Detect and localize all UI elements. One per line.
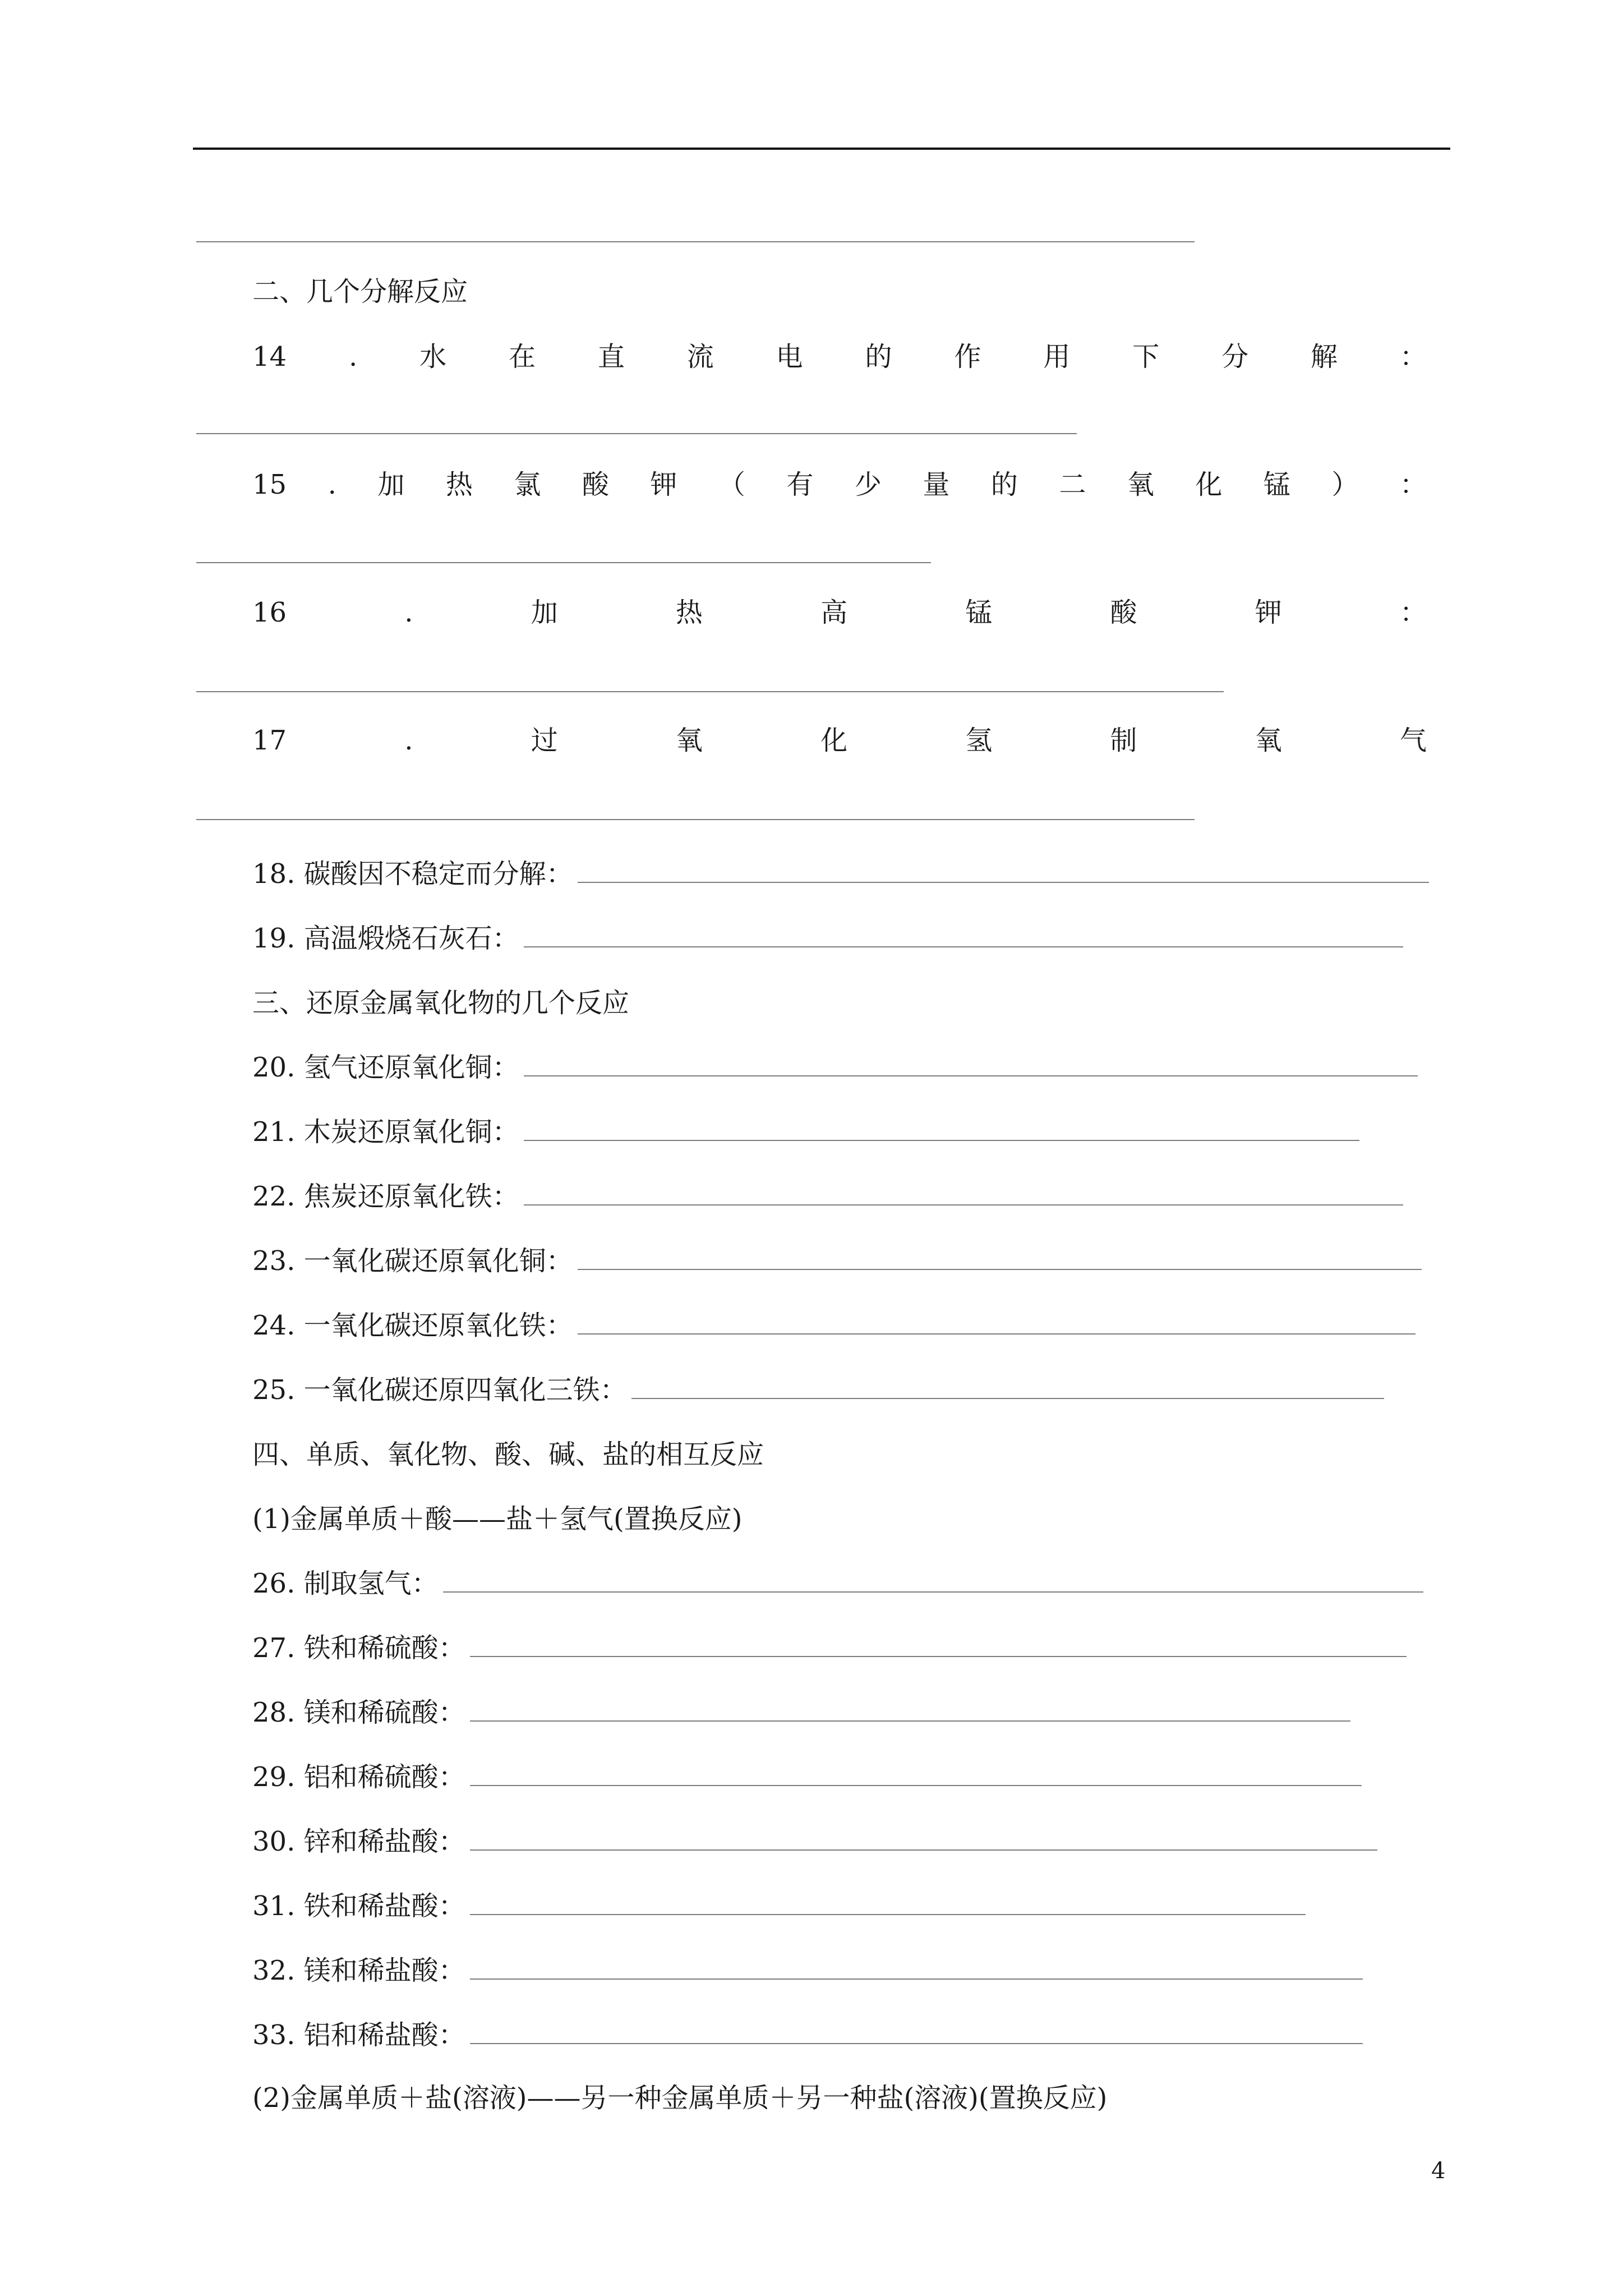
spread-char: 量 <box>923 469 950 500</box>
answer-blank[interactable] <box>524 946 1403 947</box>
answer-blank[interactable] <box>578 1333 1415 1335</box>
spread-char: 钾 <box>650 469 677 500</box>
spread-char: . <box>348 341 358 372</box>
spread-char: （ <box>718 469 745 500</box>
spread-char: 二 <box>1059 469 1086 500</box>
spread-char: . <box>404 597 413 628</box>
spread-char: 少 <box>854 469 882 500</box>
answer-blank[interactable] <box>196 819 1195 820</box>
spread-char: 氢 <box>965 725 993 756</box>
spread-char: 加 <box>531 597 558 628</box>
section-heading: 二、几个分解反应 <box>252 276 468 307</box>
answer-blank[interactable] <box>524 1075 1418 1076</box>
question-26: 26. 制取氢气： <box>252 1568 1423 1599</box>
spread-char: 分 <box>1221 341 1249 372</box>
header-rule <box>193 148 1450 150</box>
question-20: 20. 氢气还原氧化铜： <box>252 1052 1418 1083</box>
question-16 <box>252 597 1427 628</box>
question-14 <box>252 341 1427 372</box>
spread-char: 的 <box>865 341 892 372</box>
spread-char: 化 <box>1195 469 1223 500</box>
answer-blank[interactable] <box>524 1140 1359 1141</box>
answer-blank[interactable] <box>524 1204 1403 1205</box>
spread-char: 氧 <box>1255 725 1282 756</box>
spread-char: ： <box>1399 341 1427 372</box>
spread-char: . <box>404 725 413 756</box>
answer-blank[interactable] <box>470 1785 1362 1786</box>
spread-char: 制 <box>1110 725 1137 756</box>
answer-blank[interactable] <box>578 882 1429 883</box>
answer-blank[interactable] <box>196 691 1224 692</box>
question-31: 31. 铁和稀盐酸： <box>252 1890 1306 1922</box>
spread-char: 用 <box>1043 341 1071 372</box>
spread-char: . <box>328 469 336 500</box>
spread-char: 解 <box>1311 341 1338 372</box>
spread-char: 气 <box>1399 725 1427 756</box>
spread-char: ： <box>1399 597 1427 628</box>
spread-char: 流 <box>686 341 714 372</box>
spread-char: 氯 <box>514 469 541 500</box>
answer-blank[interactable] <box>196 433 1077 434</box>
question-30: 30. 锌和稀盐酸： <box>252 1826 1377 1857</box>
answer-blank[interactable] <box>470 1849 1377 1851</box>
question-27: 27. 铁和稀硫酸： <box>252 1632 1407 1664</box>
question-21: 21. 木炭还原氧化铜： <box>252 1116 1359 1148</box>
spread-char: 的 <box>990 469 1018 500</box>
spread-char: 电 <box>776 341 803 372</box>
spread-char: 16 <box>252 597 287 628</box>
question-18: 18. 碳酸因不稳定而分解： <box>252 858 1429 890</box>
spread-char: 热 <box>445 469 473 500</box>
spread-char: 酸 <box>1110 597 1137 628</box>
spread-char: ： <box>1399 469 1427 500</box>
question-17 <box>252 725 1427 756</box>
section-heading: 三、还原金属氧化物的几个反应 <box>252 987 630 1019</box>
answer-blank[interactable] <box>196 562 931 563</box>
answer-blank[interactable] <box>470 2043 1363 2044</box>
spread-char: 15 <box>252 469 287 500</box>
answer-blank[interactable] <box>470 1720 1350 1722</box>
spread-char: 加 <box>377 469 405 500</box>
spread-char: 钾 <box>1255 597 1282 628</box>
spread-char: 过 <box>531 725 558 756</box>
spread-char: 锰 <box>1263 469 1290 500</box>
spread-char: 氧 <box>675 725 703 756</box>
question-25: 25. 一氧化碳还原四氧化三铁： <box>252 1374 1384 1406</box>
spread-char: ） <box>1331 469 1359 500</box>
question-24: 24. 一氧化碳还原氧化铁： <box>252 1310 1415 1341</box>
answer-blank[interactable] <box>470 1656 1407 1657</box>
question-32: 32. 镁和稀盐酸： <box>252 1955 1363 1986</box>
spread-char: 在 <box>508 341 536 372</box>
spread-char: 氧 <box>1127 469 1154 500</box>
subsection-heading: (2)金属单质＋盐(溶液)——另一种金属单质＋另一种盐(溶液)(置换反应) <box>252 2082 1108 2114</box>
answer-blank[interactable] <box>578 1269 1422 1270</box>
spread-char: 化 <box>820 725 848 756</box>
spread-char: 17 <box>252 725 287 756</box>
answer-blank[interactable] <box>196 241 1195 242</box>
spread-char: 酸 <box>582 469 609 500</box>
spread-char: 有 <box>786 469 814 500</box>
subsection-heading: (1)金属单质＋酸——盐＋氢气(置换反应) <box>252 1503 743 1535</box>
spread-char: 作 <box>954 341 981 372</box>
spread-char: 直 <box>597 341 625 372</box>
answer-blank[interactable] <box>443 1591 1423 1593</box>
page-number: 4 <box>1431 2158 1446 2184</box>
spread-char: 锰 <box>965 597 993 628</box>
answer-blank[interactable] <box>470 1978 1363 1980</box>
question-15 <box>252 469 1427 500</box>
spread-char: 水 <box>419 341 447 372</box>
question-19: 19. 高温煅烧石灰石： <box>252 923 1403 954</box>
question-28: 28. 镁和稀硫酸： <box>252 1697 1350 1728</box>
answer-blank[interactable] <box>631 1398 1384 1399</box>
question-29: 29. 铝和稀硫酸： <box>252 1761 1362 1793</box>
question-33: 33. 铝和稀盐酸： <box>252 2019 1363 2051</box>
spread-char: 热 <box>675 597 703 628</box>
spread-char: 14 <box>252 341 287 372</box>
spread-char: 下 <box>1132 341 1160 372</box>
answer-blank[interactable] <box>470 1914 1306 1915</box>
spread-char: 高 <box>820 597 848 628</box>
question-23: 23. 一氧化碳还原氧化铜： <box>252 1245 1422 1277</box>
section-heading: 四、单质、氧化物、酸、碱、盐的相互反应 <box>252 1439 764 1470</box>
question-22: 22. 焦炭还原氧化铁： <box>252 1181 1403 1212</box>
